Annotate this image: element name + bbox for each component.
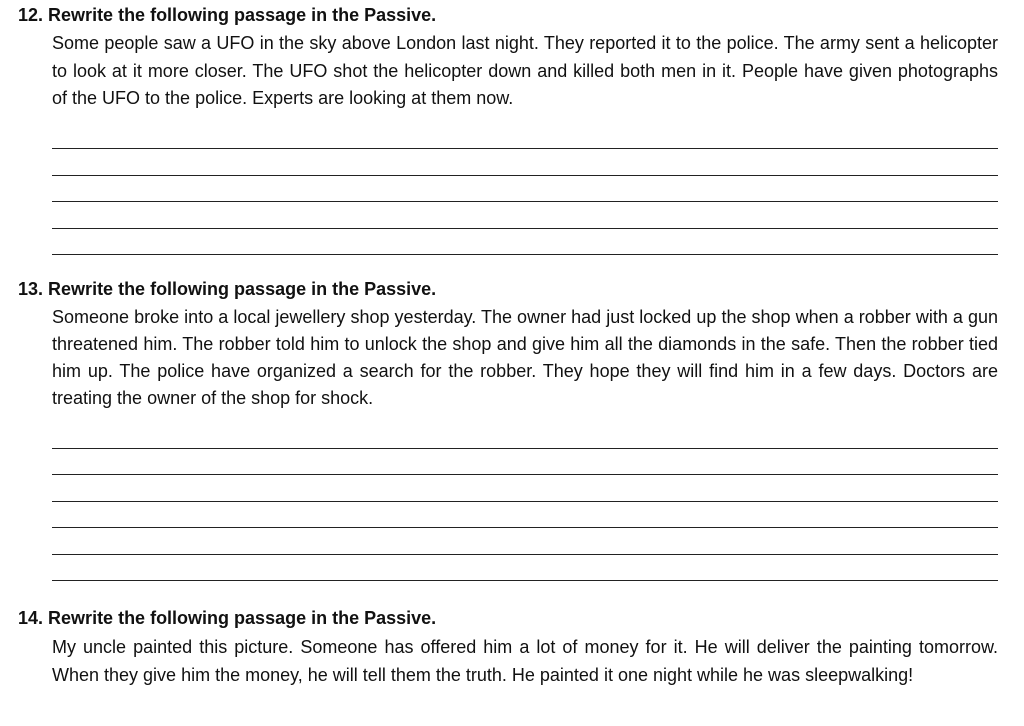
- answer-lines: [52, 123, 998, 256]
- exercise-passage: Someone broke into a local jewellery shop yesterday. The owner had just locked up the shop when a robber with a gun threatened him. The robber told him to unlock the shop and give him all the diamonds in the safe. Then the robber tied him up. The police have organized a search for the robber. They hope they will find him in a few days. Doctors are treating the owner of the shop for shock.: [52, 307, 998, 408]
- answer-line[interactable]: [52, 475, 998, 502]
- exercise-number: 12.: [18, 5, 44, 25]
- exercise-heading: [18, 4, 998, 26]
- exercise-instruction: Rewrite the following passage in the Passive.: [48, 279, 437, 299]
- exercise-13: [18, 278, 998, 581]
- exercise-instruction: Rewrite the following passage in the Passive.: [48, 608, 437, 628]
- exercise-number: 14.: [18, 608, 44, 628]
- answer-line[interactable]: [52, 422, 998, 449]
- answer-line[interactable]: [52, 202, 998, 229]
- answer-line[interactable]: [52, 528, 998, 555]
- answer-line[interactable]: [52, 555, 998, 582]
- exercise-passage: My uncle painted this picture. Someone has offered him a lot of money for it. He will deliver the painting tomorrow. When they give him the money, he will tell them the truth. He painted it one night while he was sleepwalking!: [52, 637, 998, 685]
- exercise-12: [18, 4, 998, 255]
- answer-line[interactable]: [52, 449, 998, 476]
- answer-line[interactable]: [52, 502, 998, 529]
- exercise-passage: Some people saw a UFO in the sky above London last night. They reported it to the police. The army sent a helicopter to look at it more closer. The UFO shot the helicopter down and killed both men in it. People have given photographs of the UFO to the police. Experts are looking at them now.: [52, 33, 998, 108]
- answer-lines: [52, 422, 998, 581]
- exercise-heading: [18, 607, 998, 629]
- exercise-number: 13.: [18, 279, 44, 299]
- answer-line[interactable]: [52, 176, 998, 203]
- answer-line[interactable]: [52, 149, 998, 176]
- answer-line[interactable]: [52, 229, 998, 256]
- answer-line[interactable]: [52, 123, 998, 150]
- exercise-instruction: Rewrite the following passage in the Passive.: [48, 5, 437, 25]
- exercise-14: [18, 607, 998, 689]
- exercise-heading: [18, 278, 998, 300]
